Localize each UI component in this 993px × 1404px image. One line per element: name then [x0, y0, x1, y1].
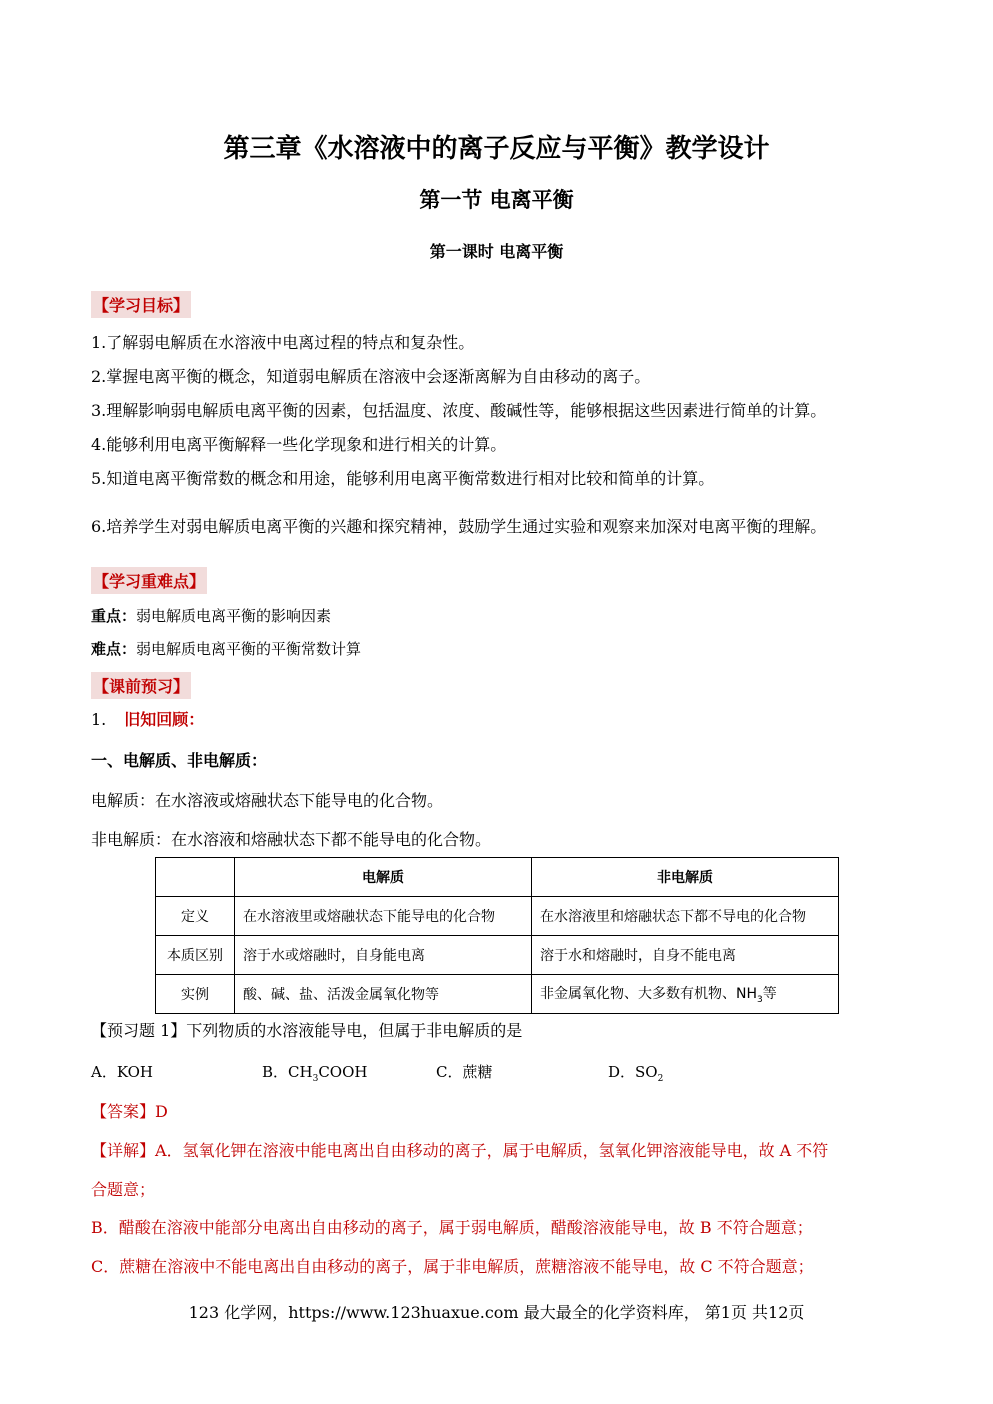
- preview-heading: 一、电解质、非电解质：: [91, 751, 268, 770]
- table-header: 电解质: [235, 858, 532, 897]
- table-cell: 溶于水和熔融时，自身不能电离: [532, 936, 839, 975]
- goal-item: 5.知道电离平衡常数的概念和用途，能够利用电离平衡常数进行相对比较和简单的计算。: [91, 469, 715, 488]
- answer-value: D: [155, 1102, 168, 1121]
- table-cell: 定义: [156, 897, 235, 936]
- key-point: [91, 605, 331, 626]
- document-title: 第三章《水溶液中的离子反应与平衡》教学设计: [223, 134, 770, 164]
- table-cell-text: 非金属氧化物、大多数有机物、NH: [540, 986, 757, 1003]
- key-label: 重点：: [91, 607, 137, 625]
- table-cell: 酸、碱、盐、活泼金属氧化物等: [235, 975, 532, 1014]
- table-cell: 溶于水或熔融时，自身能电离: [235, 936, 532, 975]
- option-d: D．$SO_2$: [608, 1063, 664, 1084]
- nh3-subscript: 3: [757, 994, 763, 1005]
- table-row: [156, 975, 839, 1014]
- preview-item: [91, 707, 204, 730]
- page-footer: 123 化学网，https://www.123huaxue.com 最大最全的化学资料库， 第1页 共12页: [188, 1303, 805, 1322]
- table-cell-tail: 等: [762, 986, 777, 1003]
- detail-b: B．醋酸在溶液中能部分电离出自由移动的离子，属于弱电解质，醋酸溶液能导电，故 B 不符合题意；: [91, 1218, 813, 1237]
- goal-item: 4.能够利用电离平衡解释一些化学现象和进行相关的计算。: [91, 435, 507, 454]
- table-cell: 在水溶液里和熔融状态下都不导电的化合物: [532, 897, 839, 936]
- hard-label: 难点：: [91, 640, 137, 658]
- comparison-table: [155, 857, 839, 1014]
- goal-item: 6.培养学生对弱电解质电离平衡的兴趣和探究精神，鼓励学生通过实验和观察来加深对电离平衡的理解。: [91, 517, 827, 536]
- keypoints-tag: 【学习重难点】: [91, 567, 207, 594]
- electrolyte-def: 电解质：在水溶液或熔融状态下能导电的化合物。: [91, 791, 444, 810]
- answer: [91, 1099, 168, 1122]
- lesson-title: 第一课时 电离平衡: [429, 242, 564, 261]
- table-cell: 在水溶液里或熔融状态下能导电的化合物: [235, 897, 532, 936]
- goal-item: 1.了解弱电解质在水溶液中电离过程的特点和复杂性。: [91, 333, 475, 352]
- goal-item: 2.掌握电离平衡的概念，知道弱电解质在溶液中会逐渐离解为自由移动的离子。: [91, 367, 651, 386]
- goal-item: 3.理解影响弱电解质电离平衡的因素，包括温度、浓度、酸碱性等，能够根据这些因素进行简单的计算。: [91, 401, 827, 420]
- question-text: 【预习题 1】下列物质的水溶液能导电，但属于非电解质的是: [91, 1021, 523, 1040]
- table-cell: [532, 975, 839, 1014]
- table-row: [156, 897, 839, 936]
- table-header: 非电解质: [532, 858, 839, 897]
- detail-tag: 【详解】: [91, 1141, 156, 1160]
- detail-c: C．蔗糖在溶液中不能电离出自由移动的离子，属于非电解质，蔗糖溶液不能导电，故 C 不符合题意；: [91, 1257, 814, 1276]
- nonelectrolyte-def: 非电解质：在水溶液和熔融状态下都不能导电的化合物。: [91, 830, 492, 849]
- table-cell: 本质区别: [156, 936, 235, 975]
- detail-a-cont: 合题意；: [91, 1180, 156, 1199]
- hard-point: [91, 638, 361, 659]
- table-header-row: [156, 858, 839, 897]
- answer-tag: 【答案】: [91, 1102, 156, 1121]
- goals-tag: 【学习目标】: [91, 291, 191, 318]
- option-b: B．$CH_3COOH$: [262, 1063, 368, 1084]
- option-a: A．KOH: [91, 1063, 154, 1081]
- option-c: C．蔗糖: [436, 1063, 493, 1081]
- preview-item-num: 1.: [91, 710, 107, 729]
- detail-a: [91, 1138, 828, 1161]
- key-text: 弱电解质电离平衡的影响因素: [136, 607, 332, 625]
- section-title: 第一节 电离平衡: [419, 187, 574, 212]
- preview-tag: 【课前预习】: [91, 672, 191, 699]
- preview-item-title: 旧知回顾：: [124, 710, 205, 729]
- hard-text: 弱电解质电离平衡的平衡常数计算: [136, 640, 362, 658]
- table-header: [156, 858, 235, 897]
- detail-a-text: A．氢氧化钾在溶液中能电离出自由移动的离子，属于电解质，氢氧化钾溶液能导电，故 A 不符: [155, 1141, 829, 1160]
- table-row: [156, 936, 839, 975]
- table-cell: 实例: [156, 975, 235, 1014]
